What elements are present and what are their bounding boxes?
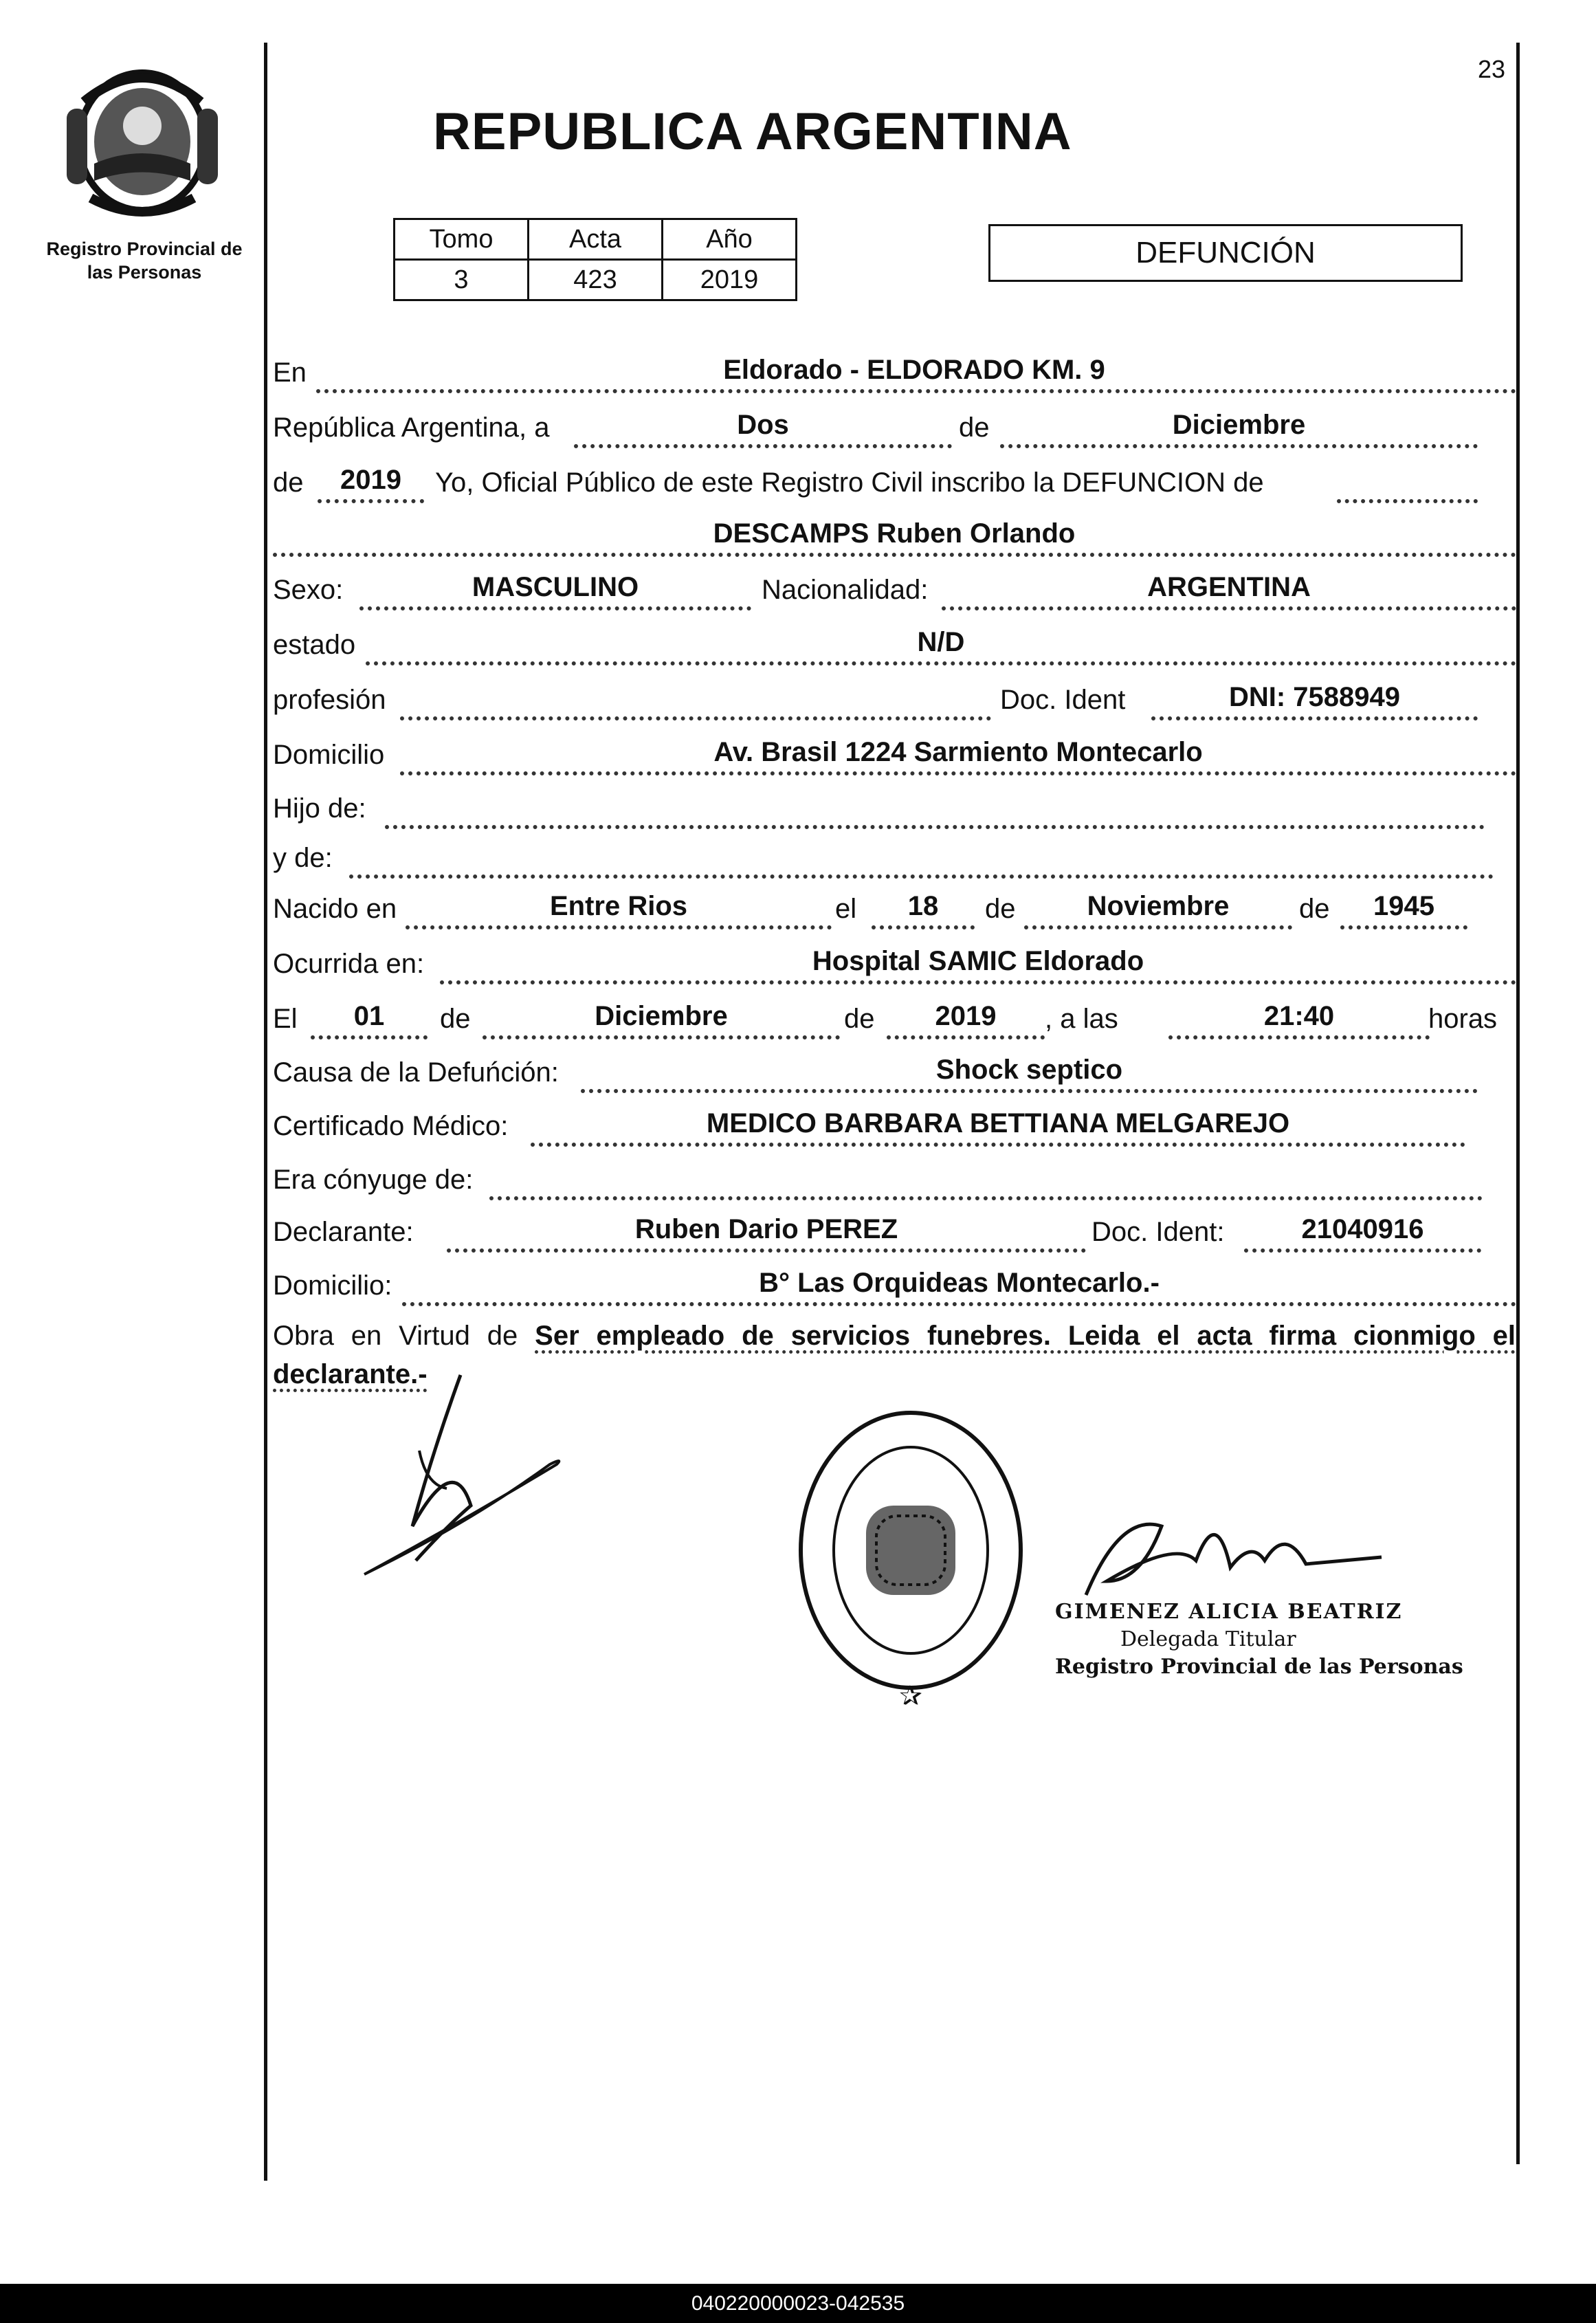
yde-label: y de: — [273, 843, 333, 873]
el-label: el — [835, 894, 857, 924]
day-text-value: Dos — [737, 410, 789, 440]
dotted-line — [1024, 925, 1292, 929]
seal-caption-line-1: Registro Provincial de — [46, 239, 243, 259]
record-table-value-row — [395, 260, 797, 300]
nacido-lugar-value: Entre Rios — [549, 891, 688, 921]
table-value-anio: 2019 — [663, 260, 797, 300]
decl-doc-value: 21040916 — [1301, 1214, 1424, 1244]
dotted-line — [406, 925, 832, 929]
dotted-line — [366, 661, 1516, 665]
dotted-line — [440, 980, 1516, 984]
dotted-line — [400, 716, 991, 720]
en-label: En — [273, 357, 307, 388]
official-stamp — [784, 1402, 1038, 1732]
dotted-line — [402, 1302, 1516, 1306]
causa-label: Causa de la Defuńción: — [273, 1057, 559, 1088]
table-value-acta: 423 — [529, 260, 663, 300]
seal-caption — [27, 237, 261, 284]
seal-emblem-icon — [63, 60, 221, 219]
dotted-line — [1000, 444, 1478, 448]
muerte-hora-value: 21:40 — [1263, 1001, 1335, 1031]
signature-block — [1055, 1598, 1463, 1681]
dotted-line — [273, 553, 1516, 557]
ocurrida-value: Hospital SAMIC Eldorado — [812, 946, 1144, 976]
dotted-line — [581, 1089, 1478, 1093]
nacido-anio-value: 1945 — [1373, 891, 1434, 921]
nacido-dia-value: 18 — [907, 891, 939, 921]
nacido-mes-value: Noviembre — [1087, 891, 1230, 921]
official-signature — [1079, 1499, 1395, 1602]
decl-domicilio-label: Domicilio: — [273, 1270, 392, 1301]
dotted-line — [400, 771, 1516, 775]
signatory-name: GIMENEZ ALICIA BEATRIZ — [1055, 1600, 1403, 1624]
domicilio-value: Av. Brasil 1224 Sarmiento Montecarlo — [713, 737, 1203, 767]
de-label: de — [273, 467, 304, 498]
seal-caption-line-2: las Personas — [87, 262, 202, 283]
decl-domicilio-value: B° Las Orquideas Montecarlo.- — [759, 1268, 1160, 1298]
dotted-line — [1337, 499, 1478, 503]
month-text-value: Diciembre — [1172, 410, 1306, 440]
province-seal — [63, 60, 221, 219]
dotted-line — [316, 389, 1516, 393]
nacionalidad-label: Nacionalidad: — [762, 575, 929, 605]
stamp-emblem-icon — [784, 1402, 1038, 1732]
causa-value: Shock septico — [935, 1055, 1123, 1085]
dotted-line — [318, 499, 424, 503]
sexo-label: Sexo: — [273, 575, 344, 605]
de-label: de — [1299, 894, 1330, 924]
dotted-line — [359, 606, 751, 610]
dotted-line — [1168, 1035, 1430, 1039]
nacionalidad-value: ARGENTINA — [1147, 572, 1311, 602]
act-type-box: DEFUNCIÓN — [988, 224, 1463, 282]
horas-label: horas — [1428, 1004, 1498, 1034]
dotted-line — [1244, 1248, 1481, 1253]
decl-doc-label: Doc. Ident: — [1091, 1217, 1225, 1247]
table-header-tomo: Tomo — [395, 219, 529, 260]
estado-label: estado — [273, 630, 356, 660]
obra-text: Ser empleado de servicios funebres. Leida el acta firma cionmigo el declarante.- — [273, 1321, 1516, 1389]
declarant-signature — [351, 1368, 577, 1588]
dotted-line — [887, 1035, 1045, 1039]
signatory-role: Delegada Titular — [1120, 1627, 1296, 1651]
oficial-text: Yo, Oficial Público de este Registro Civil inscribo la DEFUNCION de — [435, 467, 1264, 498]
domicilio-label: Domicilio — [273, 740, 385, 770]
declarante-value: Ruben Dario PEREZ — [634, 1214, 898, 1244]
dotted-line — [1151, 716, 1478, 720]
doc-ident-label: Doc. Ident — [1000, 685, 1126, 715]
dotted-line — [1340, 925, 1467, 929]
place-value: Eldorado - ELDORADO KM. 9 — [723, 355, 1105, 385]
document-code: 040220000023-042535 — [0, 2284, 1596, 2323]
table-header-acta: Acta — [529, 219, 663, 260]
dotted-line — [574, 444, 952, 448]
muerte-mes-value: Diciembre — [595, 1001, 728, 1031]
signatory-office: Registro Provincial de las Personas — [1055, 1655, 1463, 1679]
left-margin-line — [264, 43, 267, 2181]
page-number: 23 — [1478, 55, 1506, 83]
de-label: de — [440, 1004, 471, 1034]
doc-ident-value: DNI: 7588949 — [1228, 682, 1401, 712]
dotted-line — [311, 1035, 428, 1039]
dotted-line — [447, 1248, 1086, 1253]
obra-label: Obra en Virtud de — [273, 1321, 518, 1351]
profesion-label: profesión — [273, 685, 386, 715]
dotted-line — [872, 925, 975, 929]
dotted-line — [531, 1143, 1465, 1147]
signature-scribble-icon — [351, 1368, 577, 1588]
year-value: 2019 — [340, 465, 401, 495]
sexo-value: MASCULINO — [472, 572, 639, 602]
muerte-anio-value: 2019 — [935, 1001, 997, 1031]
el-cap-label: El — [273, 1004, 298, 1034]
record-table-header-row — [395, 219, 797, 260]
svg-text:✰: ✰ — [899, 1680, 922, 1712]
estado-value: N/D — [917, 627, 965, 657]
dotted-line — [385, 825, 1485, 829]
right-margin-line — [1516, 43, 1520, 2164]
de-label: de — [844, 1004, 875, 1034]
alas-label: , a las — [1045, 1004, 1118, 1034]
hijo-label: Hijo de: — [273, 793, 366, 824]
conyuge-label: Era cónyuge de: — [273, 1165, 474, 1195]
signature-scribble-icon — [1079, 1499, 1395, 1602]
dotted-line — [483, 1035, 840, 1039]
dotted-line — [349, 874, 1494, 879]
table-header-anio: Año — [663, 219, 797, 260]
dotted-line — [942, 606, 1516, 610]
page-title: REPUBLICA ARGENTINA — [433, 102, 1072, 161]
de-label: de — [959, 412, 990, 443]
table-value-tomo: 3 — [395, 260, 529, 300]
muerte-dia-value: 01 — [353, 1001, 385, 1031]
nacido-label: Nacido en — [273, 894, 397, 924]
certificado-value: MEDICO BARBARA BETTIANA MELGAREJO — [706, 1108, 1290, 1138]
republica-label: República Argentina, a — [273, 412, 550, 443]
record-table — [393, 218, 797, 301]
dotted-line — [489, 1196, 1483, 1200]
de-label: de — [985, 894, 1016, 924]
deceased-name-value: DESCAMPS Ruben Orlando — [713, 518, 1076, 549]
ocurrida-label: Ocurrida en: — [273, 949, 425, 979]
certificado-label: Certificado Médico: — [273, 1111, 509, 1141]
declarante-label: Declarante: — [273, 1217, 414, 1247]
